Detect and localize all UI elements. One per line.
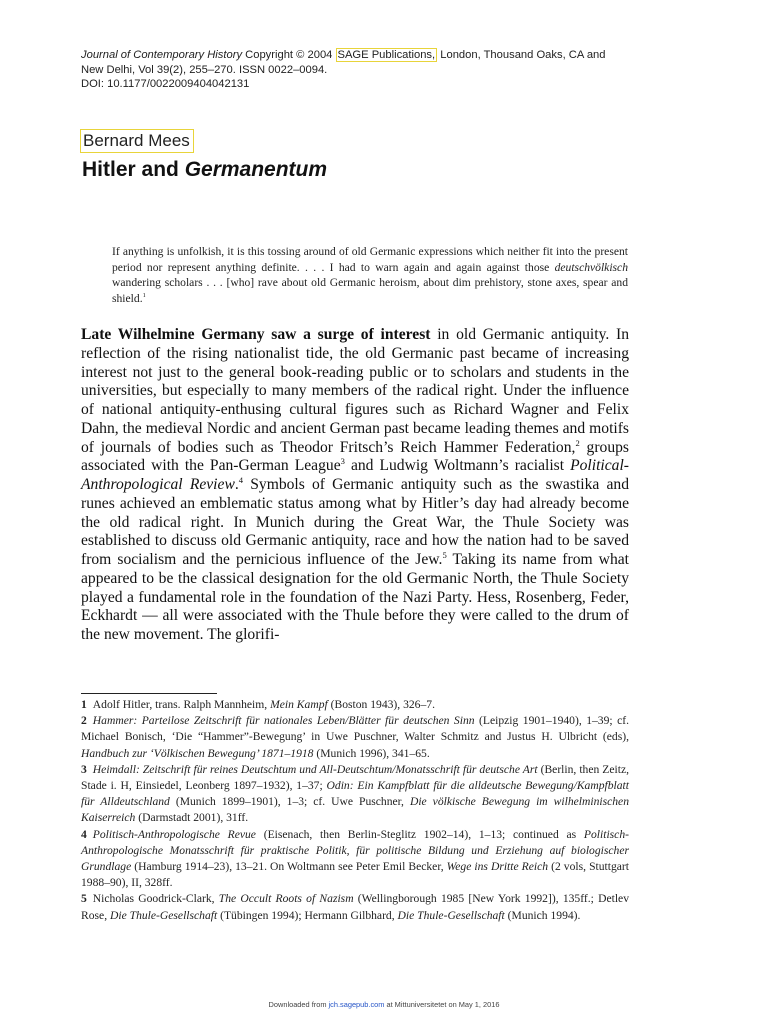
footnote-ref-3: 3 bbox=[340, 456, 345, 467]
footnotes bbox=[81, 697, 629, 924]
journal-name: Journal of Contemporary History bbox=[81, 49, 243, 61]
epigraph-text-2: deutschvölkisch bbox=[554, 260, 628, 274]
footnote-italic: Handbuch zur ‘Völkischen Bewegung’ 1871–1918 bbox=[81, 746, 314, 760]
footnote-italic: Heimdall: Zeitschrift für reines Deutschtum und All-Deutschtum/Monatsschrift für deutsche Art bbox=[92, 762, 538, 776]
epigraph bbox=[112, 244, 628, 306]
footnote-text: (Leipzig 1901–1940), 1–39; cf. Michael Bonisch, ‘Die “Hammer”-Bewegung’ in Uwe Puschner, Walter Schmitz and Justus H. Ulbricht (eds), bbox=[81, 714, 630, 744]
footnote-number: 2 bbox=[81, 714, 87, 728]
lead-in: Late Wilhelmine Germany saw a surge of interest bbox=[81, 326, 431, 343]
footnote-number: 5 bbox=[81, 892, 87, 906]
footnote-italic: Die Thule-Gesellschaft bbox=[397, 908, 505, 922]
footnote-italic: Die Thule-Gesellschaft bbox=[109, 908, 218, 922]
footnote-text: (Tübingen 1994); Hermann Gilbhard, bbox=[217, 908, 398, 922]
footnote-italic: Mein Kampf bbox=[270, 698, 328, 711]
body-text-1: in old Germanic antiquity. In reflection of the rising nationalist tide, the old Germanic past became of increasing interest not just to the general book-reading public or to scholars and students in the universities, but especially to many members of the radical right. Under the influence of national antiquity-enthusing cultural figures such as Richard Wagner and Felix Dahn, the medieval Nordic and ancient German past became leading themes and motifs of journals of bodies such as Theodor Fritsch’s Reich Hammer Federation, bbox=[81, 326, 629, 456]
footnote-text: (Munich 1996), 341–65. bbox=[313, 746, 430, 760]
footnote-text: (Darmstadt 2001), 31ff. bbox=[135, 811, 249, 825]
footnote-4 bbox=[81, 827, 629, 892]
footnote-3 bbox=[81, 762, 629, 827]
footnote-1 bbox=[81, 697, 629, 713]
body-text-2: groups associated with the Pan-German League bbox=[81, 438, 629, 475]
footer-text: at Mittuniversitetet on May 1, 2016 bbox=[384, 1000, 500, 1009]
footnote-ref-2: 2 bbox=[575, 437, 580, 448]
footnote-ref-5: 5 bbox=[442, 549, 447, 560]
footnote-2 bbox=[81, 713, 629, 762]
footnote-italic: Hammer: Parteilose Zeitschrift für nationales Leben/Blätter für deutschen Sinn bbox=[92, 714, 475, 728]
footnote-text: (Berlin, then Zeitz, Stade i. H, Einsiedel, Leonberg 1897–1932), 1–37; bbox=[81, 762, 629, 793]
body-text-3: and Ludwig Woltmann’s racialist bbox=[344, 457, 571, 475]
footnote-text: (Wellingborough 1985 [New York 1992]), 135ff.; Detlev Rose, bbox=[81, 892, 629, 922]
copyright-text: Copyright © 2004 bbox=[242, 49, 336, 61]
footnote-rule bbox=[81, 693, 217, 694]
source-link[interactable]: jch.sagepub.com bbox=[328, 1000, 385, 1009]
body-text-5: Taking its name from what appeared to be the classical designation for the old Germanic North, the Thule Society played a fundamental role in the foundation of the Nazi Party. Hess, Rosenberg, Feder, Eckhardt — all were associated with the Thule before they were called to the drum of the new movement. The glorifi- bbox=[81, 551, 629, 643]
footnote-ref-1: 1 bbox=[142, 291, 146, 299]
footnote-text: Adolf Hitler, trans. Ralph Mannheim, bbox=[92, 698, 271, 711]
title-part-2: Germanentum bbox=[184, 158, 328, 181]
title-part-1: Hitler and bbox=[82, 158, 185, 181]
footnote-text: (Hamburg 1914–23), 13–21. On Woltmann see Peter Emil Becker, bbox=[131, 860, 447, 874]
footnote-italic: Die völkische Bewegung im wilhelminischen Kaiserreich bbox=[81, 795, 629, 825]
body-paragraph bbox=[81, 326, 629, 645]
footnote-text: (Boston 1943), 326–7. bbox=[327, 698, 435, 711]
doi: DOI: 10.1177/0022009404042131 bbox=[81, 78, 250, 91]
footnote-italic: Odin: Ein Kampfblatt für die alldeutsche Bewegung/Kampfblatt für Alldeutschland bbox=[81, 779, 630, 809]
epigraph-text-1: If anything is unfolkish, it is this tossing around of old Germanic expressions which neither fit into the present period nor represent anything definite. . . . I had to warn again and again against those bbox=[112, 245, 628, 274]
footnote-italic: Politisch-Anthropologische Revue bbox=[92, 827, 256, 841]
publisher-name: SAGE Publications, bbox=[337, 49, 436, 61]
epigraph-text-3: wandering scholars . . . [who] rave about old Germanic heroism, about dim prehistory, stone axes, spear and shield. bbox=[112, 276, 628, 305]
footer-text: Downloaded from bbox=[268, 1000, 329, 1009]
volume-issn: New Delhi, Vol 39(2), 255–270. ISSN 0022–0094. bbox=[81, 63, 328, 76]
footnote-number: 3 bbox=[81, 762, 87, 776]
footnote-italic: The Occult Roots of Nazism bbox=[218, 892, 354, 906]
body-text-3b: . bbox=[234, 476, 239, 493]
footnote-text: (Eisenach, then Berlin-Steglitz 1902–14), 1–13; continued as bbox=[255, 827, 584, 841]
footnote-italic: Politisch-Anthropologische Monatsschrift für praktische Politik, für politische Bildung und Erziehung auf biologischer Grundlage bbox=[81, 827, 629, 874]
author-name: Bernard Mees bbox=[80, 129, 194, 153]
article-title bbox=[82, 157, 327, 183]
footnote-5 bbox=[81, 891, 629, 923]
footnote-text: Nicholas Goodrick-Clark, bbox=[92, 892, 219, 906]
footnote-text: (Munich 1899–1901), 1–3; cf. Uwe Puschner, bbox=[169, 795, 410, 809]
publisher-location: London, Thousand Oaks, CA and bbox=[437, 49, 606, 61]
footnote-number: 1 bbox=[81, 698, 87, 711]
footnote-text: (2 vols, Stuttgart 1988–90), II, 328ff. bbox=[81, 860, 629, 890]
body-italic-review: Political-Anthropological Review bbox=[81, 457, 629, 493]
journal-header bbox=[81, 48, 641, 92]
footnote-number: 4 bbox=[81, 827, 87, 841]
footnote-italic: Wege ins Dritte Reich bbox=[446, 860, 549, 874]
body-text-4: Symbols of Germanic antiquity such as the swastika and runes achieved an emblematic status among what by Hitler’s day had already become the old radical right. In Munich during the Great War, the Thule Society was established to discuss old Germanic antiquity, race and how the nation had to be saved from socialism and the pernicious influence of the Jew. bbox=[81, 476, 629, 568]
footnote-text: (Munich 1994). bbox=[504, 908, 581, 922]
download-footer bbox=[0, 1000, 768, 1009]
footnote-ref-4: 4 bbox=[238, 474, 244, 485]
